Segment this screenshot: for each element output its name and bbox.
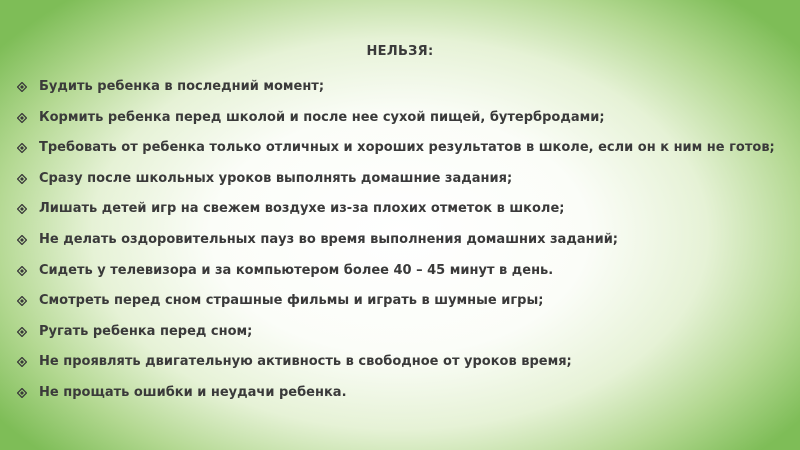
list-item xyxy=(15,194,785,225)
list-item xyxy=(15,347,785,378)
list-item-text: Ругать ребенка перед сном; xyxy=(39,323,253,339)
list-item-text: Сидеть у телевизора и за компьютером более 40 – 45 минут в день. xyxy=(39,262,554,278)
list-item-text: Не проявлять двигательную активность в свободное от уроков время; xyxy=(39,354,572,370)
diamond-bullet-icon xyxy=(17,388,27,398)
diamond-bullet-icon xyxy=(17,113,27,123)
diamond-bullet-icon xyxy=(17,174,27,184)
list-item-text: Не прощать ошибки и неудачи ребенка. xyxy=(39,384,347,400)
diamond-bullet-icon xyxy=(17,82,27,92)
diamond-bullet-icon xyxy=(17,357,27,367)
list-item-text: Требовать от ребенка только отличных и хороших результатов в школе, если он к ним не готов; xyxy=(39,140,775,156)
list-item xyxy=(15,164,785,195)
diamond-bullet-icon xyxy=(17,327,27,337)
rules-list xyxy=(15,72,785,409)
list-item-text: Смотреть перед сном страшные фильмы и играть в шумные игры; xyxy=(39,293,544,309)
list-item xyxy=(15,378,785,409)
list-item-text: Кормить ребенка перед школой и после нее сухой пищей, бутербродами; xyxy=(39,109,605,125)
list-item-text: Будить ребенка в последний момент; xyxy=(39,79,325,94)
list-item xyxy=(15,103,785,134)
diamond-bullet-icon xyxy=(17,143,27,153)
list-item xyxy=(15,225,785,256)
slide-title: НЕЛЬЗЯ: xyxy=(366,44,434,59)
list-item xyxy=(15,286,785,317)
diamond-bullet-icon xyxy=(17,235,27,245)
diamond-bullet-icon xyxy=(17,266,27,276)
list-item-text: Сразу после школьных уроков выполнять домашние задания; xyxy=(39,170,513,186)
list-item-text: Лишать детей игр на свежем воздухе из-за плохих отметок в школе; xyxy=(39,201,565,217)
list-item-text: Не делать оздоровительных пауз во время выполнения домашних заданий; xyxy=(39,231,618,247)
list-item xyxy=(15,72,785,103)
list-item xyxy=(15,317,785,348)
list-item xyxy=(15,133,785,164)
diamond-bullet-icon xyxy=(17,204,27,214)
list-item xyxy=(15,256,785,287)
diamond-bullet-icon xyxy=(17,296,27,306)
